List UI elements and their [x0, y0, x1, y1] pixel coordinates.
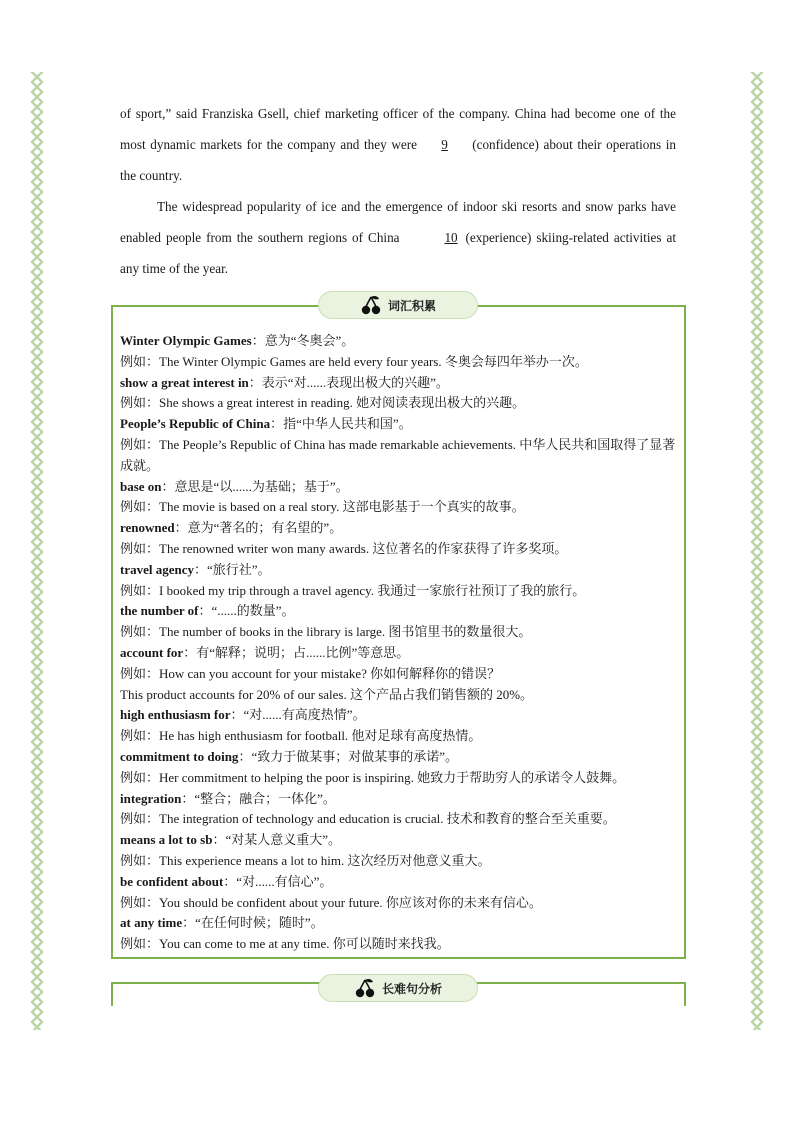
passage-text: of sport,” said Franziska Gsell, chief marketing officer of the company. China had become one of the most dynamic markets for the company and they were	[120, 106, 676, 152]
passage-paragraph-1	[120, 98, 676, 191]
vocab-definition: ：“旅行社”。	[194, 561, 271, 577]
vocab-entry	[120, 518, 678, 539]
vocab-definition: ：指“中华人民共和国”。	[270, 416, 412, 432]
vocab-entry	[120, 414, 678, 435]
vocab-definition: ：意为“冬奥会”。	[251, 333, 355, 348]
vocab-example: 例如：The People’s Republic of China has made remarkable achievements. 中华人民共和国取得了显著成就。	[120, 436, 676, 473]
vocab-definition: ：“对......有信心”。	[223, 873, 333, 889]
vocab-term: show a great interest in	[120, 374, 249, 390]
vocab-example: 例如：Her commitment to helping the poor is inspiring. 她致力于帮助穷人的承诺令人鼓舞。	[120, 769, 626, 785]
vocab-term: be confident about	[120, 873, 224, 889]
vocab-example: 例如：The renowned writer won many awards. 这位著名的作家获得了许多奖项。	[120, 540, 568, 556]
vocab-term: renowned	[120, 520, 175, 536]
vocab-definition: ：表示“对......表现出极大的兴趣”。	[248, 374, 449, 390]
passage-paragraph-2	[120, 191, 676, 284]
vocab-definition: ：有“解释；说明；占......比例”等意思。	[183, 644, 410, 660]
vocab-example: 例如：The integration of technology and education is crucial. 技术和教育的整合至关重要。	[120, 811, 616, 827]
vocab-entry	[120, 331, 678, 352]
vocab-definition: ：“致力于做某事；对做某事的承诺”。	[238, 748, 458, 764]
passage-text: (experience) skiing-related activities at any time of the year.	[120, 230, 676, 276]
reading-passage	[120, 98, 676, 284]
vocab-entry	[120, 747, 678, 768]
vocab-term: the number of	[120, 603, 199, 619]
right-decorative-border	[750, 72, 764, 1030]
vocab-entry	[120, 789, 678, 810]
vocab-example: 例如：This experience means a lot to him. 这次经历对他意义重大。	[120, 852, 491, 868]
vocab-example: 例如：I booked my trip through a travel agency. 我通过一家旅行社预订了我的旅行。	[120, 582, 586, 598]
vocab-example: 例如：She shows a great interest in reading. 她对阅读表现出极大的兴趣。	[120, 395, 526, 411]
vocab-example: 例如：You can come to me at any time. 你可以随时来找我。	[120, 936, 450, 952]
section-title: 词汇积累	[387, 298, 436, 313]
vocab-entry	[120, 560, 678, 581]
vocab-example: 例如：The movie is based on a real story. 这部电影基于一个真实的故事。	[120, 499, 525, 515]
vocab-term: means a lot to sb	[120, 832, 213, 848]
vocab-example: 例如：He has high enthusiasm for football. 他对足球有高度热情。	[120, 728, 482, 744]
vocab-example: 例如：The number of books in the library is large. 图书馆里书的数量很大。	[120, 624, 532, 640]
vocab-example: 例如：You should be confident about your future. 你应该对你的未来有信心。	[120, 894, 542, 910]
vocab-term: account for	[120, 644, 184, 660]
long-sentence-section-header	[318, 974, 478, 1002]
cherry-icon	[360, 295, 382, 315]
vocab-term: travel agency	[120, 561, 195, 577]
vocab-entry	[120, 373, 678, 394]
left-decorative-border	[30, 72, 44, 1030]
passage-text: (confidence) about their operations in the country.	[120, 137, 676, 183]
section-title: 长难句分析	[381, 981, 442, 996]
vocab-term: Winter Olympic Games	[120, 333, 252, 348]
vocab-definition: ：“在任何时候；随时”。	[182, 915, 324, 931]
answer-blank-10[interactable]: 10	[444, 230, 458, 245]
vocab-definition: ：意为“著名的；有名望的”。	[174, 520, 343, 536]
vocab-definition: ：“对某人意义重大”。	[212, 832, 341, 848]
vocab-term: integration	[120, 790, 182, 806]
vocab-term: high enthusiasm for	[120, 707, 231, 723]
vocab-term: base on	[120, 478, 162, 494]
vocabulary-list	[120, 331, 678, 955]
answer-blank-9[interactable]: 9	[441, 137, 448, 152]
vocab-term: commitment to doing	[120, 748, 239, 764]
cherry-icon	[354, 978, 376, 998]
vocab-definition: ：“整合；融合；一体化”。	[181, 790, 336, 806]
vocab-example: 例如：How can you account for your mistake? 你如何解释你的错误？	[120, 665, 501, 681]
vocab-term: at any time	[120, 915, 183, 931]
vocab-entry	[120, 913, 678, 934]
vocab-entry	[120, 601, 678, 622]
vocab-entry	[120, 872, 678, 893]
vocab-entry	[120, 830, 678, 851]
vocab-example: 例如：The Winter Olympic Games are held every four years. 冬奥会每四年举办一次。	[120, 353, 588, 369]
vocab-entry	[120, 477, 678, 498]
vocab-term: People’s Republic of China	[120, 416, 271, 432]
vocab-entry	[120, 705, 678, 726]
passage-text: The widespread popularity of ice and the emergence of indoor ski resorts and snow parks have enabled people from the southern regions of China	[120, 199, 676, 245]
vocab-definition: ：“对......有高度热情”。	[230, 707, 366, 723]
vocab-definition: ：“......的数量”。	[198, 603, 295, 619]
vocab-entry	[120, 643, 678, 664]
vocab-definition: ：意思是“以......为基础；基于”。	[161, 478, 349, 494]
vocab-example: This product accounts for 20% of our sales. 这个产品占我们销售额的 20%。	[120, 686, 534, 702]
vocabulary-section-header	[318, 291, 478, 319]
